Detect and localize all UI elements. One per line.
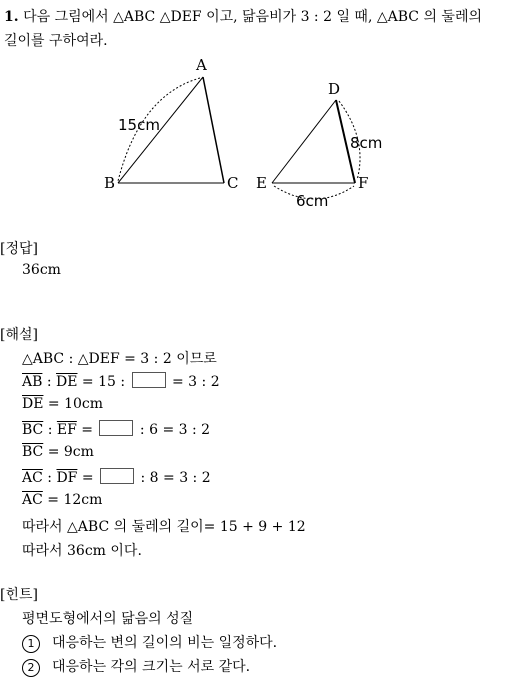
eq3-part-a: = — [77, 470, 99, 486]
circled-number-1: 1 — [22, 635, 40, 653]
hint-line-1: 평면도형에서의 닮음의 성질 — [22, 611, 194, 627]
eq1-part-a: = 15 : — [77, 374, 130, 390]
vertex-c-label: C — [227, 174, 239, 192]
circled-number-2: 2 — [22, 659, 40, 677]
solution-line-4: $\overline{BC}$ : $\overline{EF}$ = : 6 = 3 : 2 — [22, 422, 211, 438]
segment-de-2: $\overline{DE}$ — [22, 396, 44, 412]
answer-blank-1 — [132, 372, 166, 388]
hint-item-1-text: 대응하는 변의 길이의 비는 일정하다. — [52, 635, 278, 651]
answer-blank-3 — [100, 468, 134, 484]
solution-line-1: △ABC : △DEF = 3 : 2 이므로 — [22, 351, 217, 367]
segment-ac-2: $\overline{AC}$ — [22, 492, 43, 508]
side-de — [272, 100, 336, 183]
solution-line-2: $\overline{AB}$ : $\overline{DE} = 15$ : = 3 : 2 — [22, 374, 220, 390]
solution-line-9: 따라서 36cm 이다. — [22, 543, 142, 559]
vertex-a-label: A — [196, 56, 207, 74]
vertex-e-label: E — [256, 174, 267, 192]
question-text-1: 다음 그림에서 △ABC △DEF 이고, 닮음비가 3 : 2 일 때, △ABC 의 둘레의 — [23, 9, 482, 25]
eq2-part-b: : 6 = 3 : 2 — [135, 422, 211, 438]
solution-line-7 — [22, 492, 102, 508]
answer-value: 36cm — [22, 262, 61, 278]
vertex-f-label: F — [358, 174, 369, 192]
ef-length-label: 6cm — [296, 192, 329, 210]
solution-line-5 — [22, 444, 94, 460]
segment-ac: $\overline{AC}$ — [22, 470, 43, 486]
eq3-part-b: : 8 = 3 : 2 — [136, 470, 211, 486]
side-ac — [203, 77, 224, 183]
triangle-figure — [0, 0, 531, 220]
segment-ef: $\overline{EF}$ — [56, 422, 77, 438]
eq2-part-a: = — [76, 422, 98, 438]
solution-line-6: $\overline{AC}$ : $\overline{DF}$ = : 8 = 3 : 2 — [22, 470, 211, 486]
segment-bc: $\overline{BC}$ — [22, 422, 44, 438]
hint-item-1 — [22, 632, 277, 653]
answer-heading: [정답] — [0, 241, 38, 257]
solution-line-3 — [22, 396, 103, 412]
hint-item-2-text: 대응하는 각의 크기는 서로 같다. — [52, 659, 251, 675]
segment-de: $\overline{DE}$ — [56, 374, 78, 390]
solution-line-8: 따라서 △ABC 의 둘레의 길이= 15 + 9 + 12 — [22, 519, 306, 535]
answer-blank-2 — [99, 420, 133, 436]
solution-line-5-text: = 9cm — [43, 444, 94, 460]
solution-line-7-text: = 12cm — [42, 492, 103, 508]
vertex-d-label: D — [328, 80, 341, 98]
hint-heading: [힌트] — [0, 587, 38, 603]
df-length-label: 8cm — [350, 134, 383, 152]
ab-length-label: 15cm — [118, 116, 160, 134]
question-text-2: 길이를 구하여라. — [4, 33, 108, 49]
vertex-b-label: B — [104, 174, 116, 192]
segment-bc-2: $\overline{BC}$ — [22, 444, 44, 460]
hint-item-2 — [22, 656, 250, 677]
question-number: 1. — [4, 9, 19, 25]
segment-df: $\overline{DF}$ — [56, 470, 78, 486]
solution-heading: [해설] — [0, 327, 38, 343]
segment-ab: $\overline{AB}$ — [22, 374, 43, 390]
eq1-part-b: = 3 : 2 — [167, 374, 220, 390]
solution-line-3-text: = 10cm — [43, 396, 104, 412]
